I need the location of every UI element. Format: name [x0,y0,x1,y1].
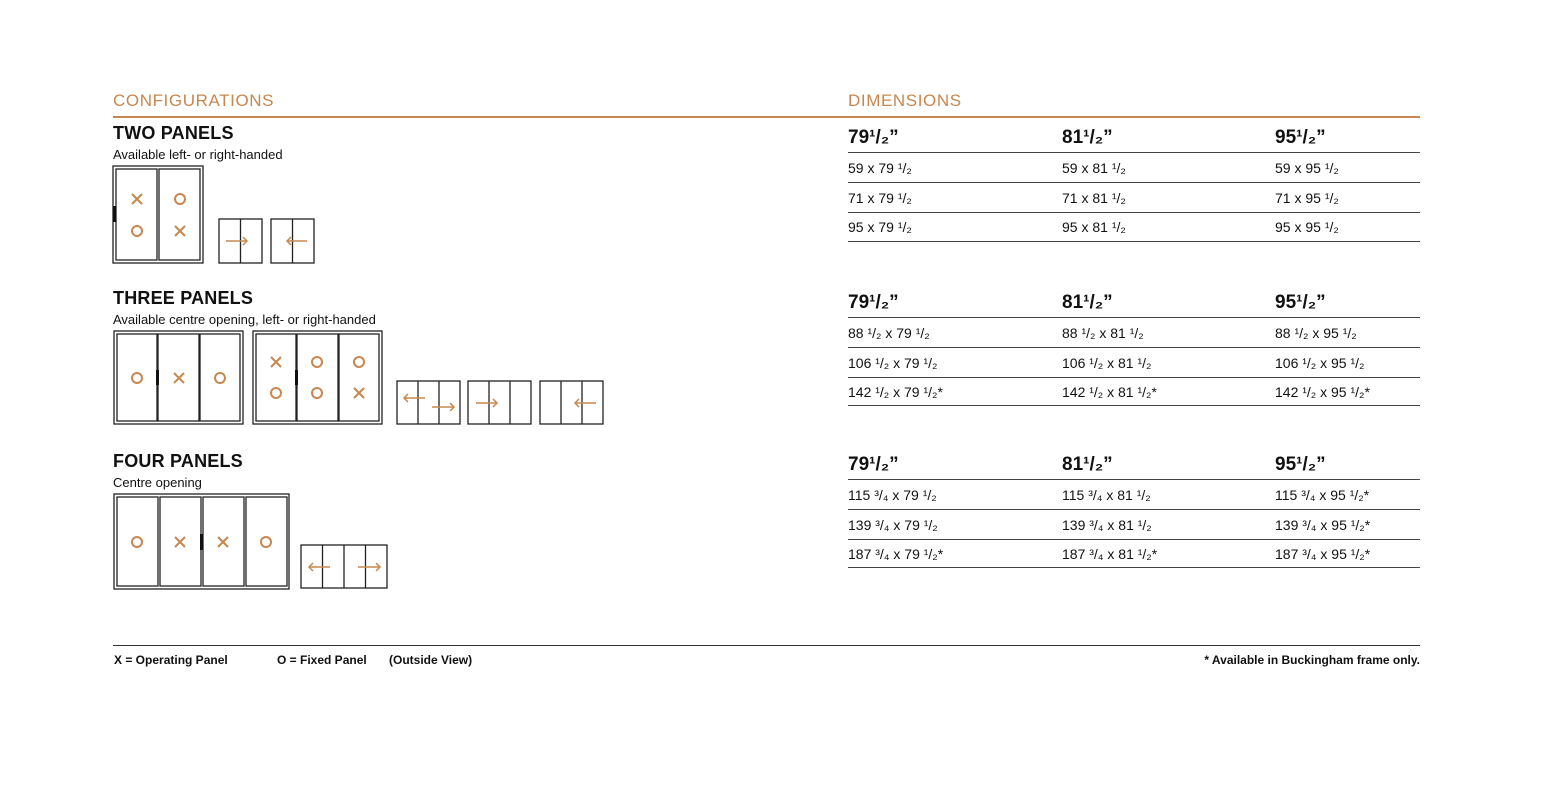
table-row [848,318,1420,348]
table-cell: 187 ³/₄ x 81 ¹/₂* [1062,545,1158,562]
table-cell: 142 ¹/₂ x 79 ¹/₂* [848,383,943,400]
table-cell: 88 ¹/₂ x 79 ¹/₂ [848,324,930,341]
footer-divider [113,645,1420,646]
footnote: * Available in Buckingham frame only. [1204,653,1420,667]
table-cell: 88 ¹/₂ x 81 ¹/₂ [1062,324,1144,341]
dimensions-three-panels [848,287,1420,406]
table-cell: 71 x 79 ¹/₂ [848,189,912,206]
table-cell: 139 ³/₄ x 95 ¹/₂* [1275,516,1371,533]
table-cell: 139 ³/₄ x 79 ¹/₂ [848,516,938,533]
table-row [848,540,1420,568]
table-cell: 59 x 81 ¹/₂ [1062,159,1126,176]
two-panels-subtitle: Available left- or right-handed [113,147,283,162]
table-cell: 88 ¹/₂ x 95 ¹/₂ [1275,324,1357,341]
two-panels-title: TWO PANELS [113,123,234,143]
table-cell: 59 x 79 ¹/₂ [848,159,912,176]
table-cell: 115 ³/₄ x 95 ¹/₂* [1275,486,1370,503]
table-cell: 71 x 81 ¹/₂ [1062,189,1126,206]
three-panels-subtitle: Available centre opening, left- or right-handed [113,312,376,327]
table-row [848,510,1420,540]
table-row [848,213,1420,242]
legend-fixed: O = Fixed Panel [277,653,367,667]
table-row [848,348,1420,378]
legend-operating: X = Operating Panel [114,653,228,667]
table-cell: 187 ³/₄ x 79 ¹/₂* [848,545,944,562]
height-header: 95¹/₂” [1275,292,1326,313]
table-cell: 95 x 81 ¹/₂ [1062,219,1126,235]
dimension-header-row [848,122,1420,153]
height-header: 79¹/₂” [848,292,899,313]
table-cell: 106 ¹/₂ x 79 ¹/₂ [848,354,938,371]
table-cell: 139 ³/₄ x 81 ¹/₂ [1062,516,1152,533]
table-cell: 106 ¹/₂ x 95 ¹/₂ [1275,354,1365,371]
table-cell: 95 x 95 ¹/₂ [1275,219,1339,235]
table-row [848,183,1420,213]
table-cell: 142 ¹/₂ x 95 ¹/₂* [1275,383,1370,400]
four-panels-subtitle: Centre opening [113,475,202,490]
height-header: 95¹/₂” [1275,454,1326,475]
configurations-heading: CONFIGURATIONS [113,91,275,110]
table-cell: 106 ¹/₂ x 81 ¹/₂ [1062,354,1152,371]
table-cell: 59 x 95 ¹/₂ [1275,159,1339,176]
height-header: 79¹/₂” [848,127,899,148]
dimensions-four-panels [848,449,1420,568]
table-cell: 187 ³/₄ x 95 ¹/₂* [1275,545,1371,562]
three-panels-title: THREE PANELS [113,288,254,308]
four-panels-title: FOUR PANELS [113,451,243,471]
table-cell: 142 ¹/₂ x 81 ¹/₂* [1062,383,1157,400]
table-cell: 95 x 79 ¹/₂ [848,219,912,235]
table-cell: 71 x 95 ¹/₂ [1275,189,1339,206]
height-header: 81¹/₂” [1062,292,1113,313]
table-cell: 115 ³/₄ x 81 ¹/₂ [1062,486,1151,503]
dimension-header-row [848,449,1420,480]
height-header: 81¹/₂” [1062,127,1113,148]
height-header: 79¹/₂” [848,454,899,475]
height-header: 81¹/₂” [1062,454,1113,475]
dimension-header-row [848,287,1420,318]
legend-view: (Outside View) [389,653,473,667]
table-row [848,378,1420,406]
table-row [848,153,1420,183]
table-cell: 115 ³/₄ x 79 ¹/₂ [848,486,937,503]
dimensions-two-panels [848,122,1420,242]
height-header: 95¹/₂” [1275,127,1326,148]
table-row [848,480,1420,510]
dimensions-heading: DIMENSIONS [848,91,962,110]
